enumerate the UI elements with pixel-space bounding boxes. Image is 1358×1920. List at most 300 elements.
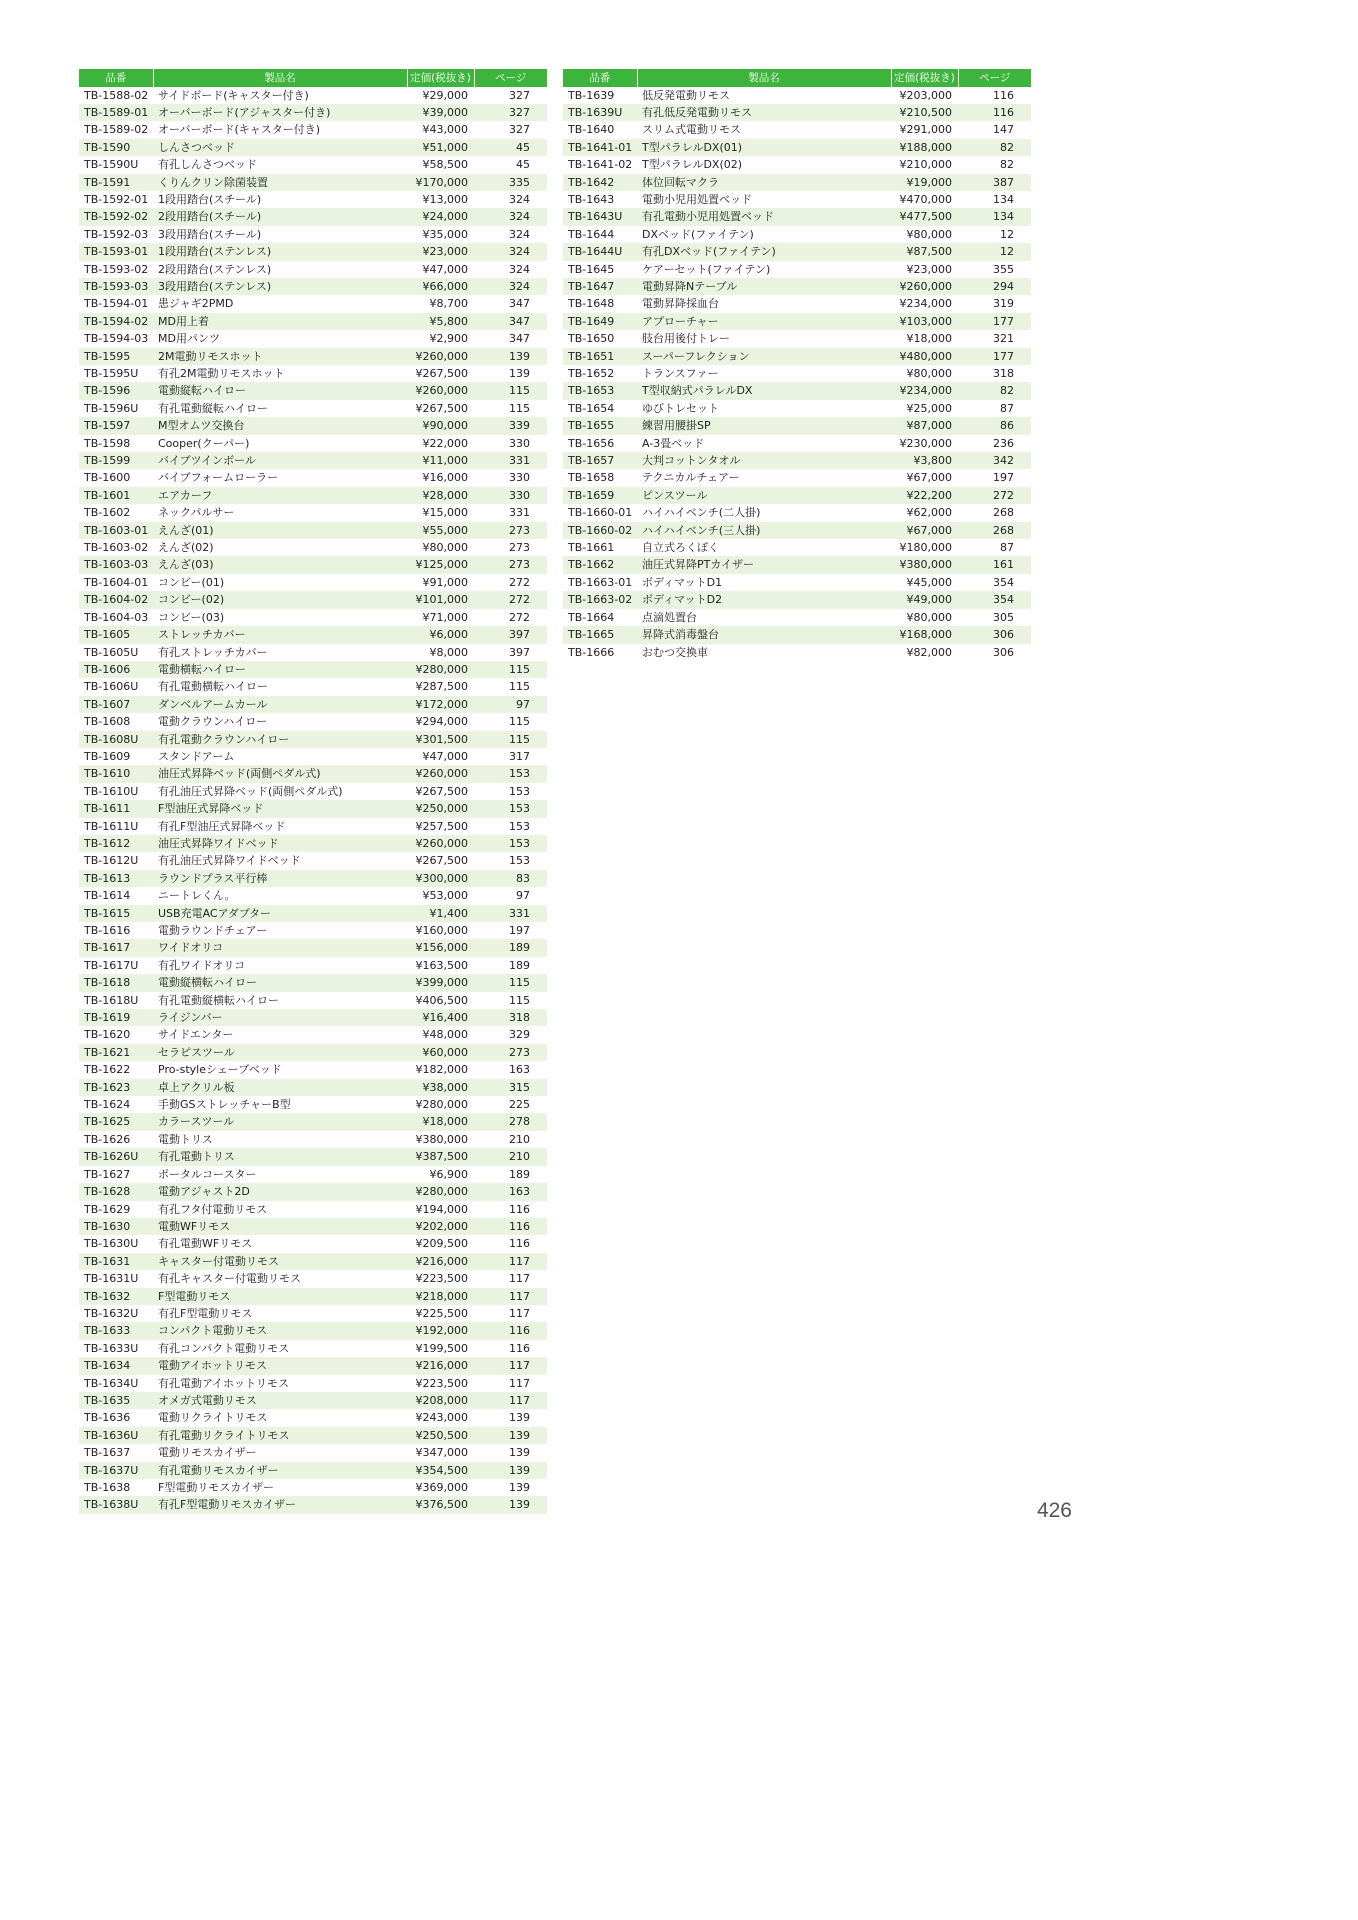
price-cell: ¥5,800 xyxy=(407,313,474,330)
product-name-cell: 手動GSストレッチャーB型 xyxy=(153,1096,407,1113)
price-cell: ¥18,000 xyxy=(891,330,958,347)
page-ref-cell: 153 xyxy=(474,818,547,835)
product-name-cell: 自立式ろくぼく xyxy=(637,539,891,556)
price-cell: ¥91,000 xyxy=(407,574,474,591)
page-ref-cell: 305 xyxy=(958,609,1031,626)
product-code-cell: TB-1594-01 xyxy=(79,295,153,312)
page-ref-cell: 342 xyxy=(958,452,1031,469)
product-name-cell: ライジンバー xyxy=(153,1009,407,1026)
product-name-cell: USB充電ACアダプター xyxy=(153,905,407,922)
price-cell: ¥170,000 xyxy=(407,174,474,191)
page-ref-cell: 272 xyxy=(958,487,1031,504)
price-cell: ¥234,000 xyxy=(891,295,958,312)
product-name-cell: 3段用踏台(ステンレス) xyxy=(153,278,407,295)
product-code-cell: TB-1614 xyxy=(79,887,153,904)
product-name-cell: 有孔コンパクト電動リモス xyxy=(153,1340,407,1357)
page-ref-cell: 83 xyxy=(474,870,547,887)
product-table-right xyxy=(563,69,1031,661)
product-code-cell: TB-1662 xyxy=(563,556,637,573)
price-cell: ¥260,000 xyxy=(407,382,474,399)
product-code-cell: TB-1604-03 xyxy=(79,609,153,626)
product-name-cell: おむつ交換車 xyxy=(637,644,891,661)
product-name-cell: 有孔F型電動リモス xyxy=(153,1305,407,1322)
product-name-cell: Pro-styleシェーブベッド xyxy=(153,1061,407,1078)
page-ref-cell: 306 xyxy=(958,644,1031,661)
product-name-cell: 体位回転マクラ xyxy=(637,174,891,191)
table-row xyxy=(79,1462,547,1479)
table-row xyxy=(563,591,1031,608)
product-code-cell: TB-1663-01 xyxy=(563,574,637,591)
price-cell: ¥202,000 xyxy=(407,1218,474,1235)
product-name-cell: セラピスツール xyxy=(153,1044,407,1061)
product-code-cell: TB-1612 xyxy=(79,835,153,852)
product-code-cell: TB-1609 xyxy=(79,748,153,765)
page-ref-cell: 197 xyxy=(474,922,547,939)
table-row xyxy=(563,104,1031,121)
product-code-cell: TB-1660-01 xyxy=(563,504,637,521)
price-cell: ¥406,500 xyxy=(407,992,474,1009)
table-row xyxy=(79,487,547,504)
page-ref-cell: 210 xyxy=(474,1131,547,1148)
price-cell: ¥260,000 xyxy=(407,835,474,852)
page-ref-cell: 45 xyxy=(474,156,547,173)
product-code-cell: TB-1644 xyxy=(563,226,637,243)
product-code-cell: TB-1596 xyxy=(79,382,153,399)
product-name-cell: 練習用腰掛SP xyxy=(637,417,891,434)
header-name: 製品名 xyxy=(637,69,891,87)
page-ref-cell: 273 xyxy=(474,522,547,539)
table-row xyxy=(79,609,547,626)
table-row xyxy=(563,609,1031,626)
page-ref-cell: 321 xyxy=(958,330,1031,347)
table-row xyxy=(79,574,547,591)
product-name-cell: 有孔低反発電動リモス xyxy=(637,104,891,121)
product-name-cell: ストレッチカバー xyxy=(153,626,407,643)
product-code-cell: TB-1635 xyxy=(79,1392,153,1409)
price-cell: ¥260,000 xyxy=(891,278,958,295)
page-ref-cell: 117 xyxy=(474,1375,547,1392)
page-ref-cell: 330 xyxy=(474,469,547,486)
product-name-cell: 有孔油圧式昇降ワイドベッド xyxy=(153,852,407,869)
table-row xyxy=(79,1392,547,1409)
page-ref-cell: 306 xyxy=(958,626,1031,643)
page-ref-cell: 330 xyxy=(474,435,547,452)
page-ref-cell: 153 xyxy=(474,852,547,869)
product-code-cell: TB-1601 xyxy=(79,487,153,504)
page-ref-cell: 327 xyxy=(474,87,547,104)
product-code-cell: TB-1637 xyxy=(79,1444,153,1461)
page-ref-cell: 347 xyxy=(474,295,547,312)
page-ref-cell: 324 xyxy=(474,243,547,260)
table-row xyxy=(79,939,547,956)
table-row xyxy=(79,870,547,887)
table-row xyxy=(79,1479,547,1496)
price-cell: ¥234,000 xyxy=(891,382,958,399)
product-code-cell: TB-1604-02 xyxy=(79,591,153,608)
product-name-cell: 有孔電動クラウンハイロー xyxy=(153,731,407,748)
product-name-cell: F型電動リモスカイザー xyxy=(153,1479,407,1496)
product-code-cell: TB-1649 xyxy=(563,313,637,330)
price-cell: ¥369,000 xyxy=(407,1479,474,1496)
product-code-cell: TB-1616 xyxy=(79,922,153,939)
product-name-cell: アプローチャー xyxy=(637,313,891,330)
page-ref-cell: 153 xyxy=(474,765,547,782)
page-ref-cell: 355 xyxy=(958,261,1031,278)
price-cell: ¥55,000 xyxy=(407,522,474,539)
price-cell: ¥260,000 xyxy=(407,348,474,365)
price-cell: ¥267,500 xyxy=(407,365,474,382)
product-name-cell: 患ジャギ2PMD xyxy=(153,295,407,312)
table-row xyxy=(79,226,547,243)
table-row xyxy=(79,295,547,312)
product-name-cell: 電動クラウンハイロー xyxy=(153,713,407,730)
product-code-cell: TB-1655 xyxy=(563,417,637,434)
product-name-cell: 有孔電動縦転ハイロー xyxy=(153,400,407,417)
table-row xyxy=(79,644,547,661)
product-name-cell: スリム式電動リモス xyxy=(637,121,891,138)
table-row xyxy=(79,1496,547,1513)
product-code-cell: TB-1588-02 xyxy=(79,87,153,104)
table-row xyxy=(79,661,547,678)
product-name-cell: 点滴処置台 xyxy=(637,609,891,626)
table-row xyxy=(79,783,547,800)
table-row xyxy=(79,1148,547,1165)
table-row xyxy=(79,1079,547,1096)
product-code-cell: TB-1641-01 xyxy=(563,139,637,156)
product-code-cell: TB-1615 xyxy=(79,905,153,922)
header-page: ページ xyxy=(474,69,547,87)
page-ref-cell: 397 xyxy=(474,644,547,661)
page-ref-cell: 318 xyxy=(958,365,1031,382)
table-row xyxy=(79,1322,547,1339)
price-cell: ¥47,000 xyxy=(407,261,474,278)
product-code-cell: TB-1643 xyxy=(563,191,637,208)
product-code-cell: TB-1599 xyxy=(79,452,153,469)
product-name-cell: ニートレくん。 xyxy=(153,887,407,904)
price-cell: ¥6,900 xyxy=(407,1166,474,1183)
product-name-cell: 電動縦横転ハイロー xyxy=(153,974,407,991)
product-name-cell: オーバーボード(アジャスター付き) xyxy=(153,104,407,121)
table-row xyxy=(79,748,547,765)
page-ref-cell: 327 xyxy=(474,121,547,138)
page-ref-cell: 335 xyxy=(474,174,547,191)
product-code-cell: TB-1626U xyxy=(79,1148,153,1165)
price-cell: ¥24,000 xyxy=(407,208,474,225)
table-row xyxy=(79,1096,547,1113)
price-cell: ¥225,500 xyxy=(407,1305,474,1322)
page-ref-cell: 324 xyxy=(474,261,547,278)
page-ref-cell: 236 xyxy=(958,435,1031,452)
product-code-cell: TB-1593-01 xyxy=(79,243,153,260)
price-cell: ¥25,000 xyxy=(891,400,958,417)
product-code-cell: TB-1639 xyxy=(563,87,637,104)
table-row xyxy=(563,208,1031,225)
product-name-cell: 電動小児用処置ベッド xyxy=(637,191,891,208)
table-row xyxy=(79,1270,547,1287)
page-ref-cell: 115 xyxy=(474,661,547,678)
page-ref-cell: 268 xyxy=(958,504,1031,521)
table-row xyxy=(563,348,1031,365)
price-cell: ¥47,000 xyxy=(407,748,474,765)
product-name-cell: コンビー(01) xyxy=(153,574,407,591)
product-name-cell: ケアーセット(ファイテン) xyxy=(637,261,891,278)
product-name-cell: 有孔電動リモスカイザー xyxy=(153,1462,407,1479)
product-name-cell: 有孔ストレッチカバー xyxy=(153,644,407,661)
table-row xyxy=(79,922,547,939)
product-code-cell: TB-1660-02 xyxy=(563,522,637,539)
page-ref-cell: 189 xyxy=(474,957,547,974)
product-code-cell: TB-1630U xyxy=(79,1235,153,1252)
product-code-cell: TB-1664 xyxy=(563,609,637,626)
price-cell: ¥156,000 xyxy=(407,939,474,956)
product-name-cell: 2段用踏台(ステンレス) xyxy=(153,261,407,278)
product-code-cell: TB-1625 xyxy=(79,1113,153,1130)
product-name-cell: 有孔ワイドオリコ xyxy=(153,957,407,974)
product-name-cell: T型収納式パラレルDX xyxy=(637,382,891,399)
page-ref-cell: 163 xyxy=(474,1061,547,1078)
product-name-cell: カラースツール xyxy=(153,1113,407,1130)
product-name-cell: 有孔電動縦横転ハイロー xyxy=(153,992,407,1009)
product-code-cell: TB-1652 xyxy=(563,365,637,382)
table-row xyxy=(563,191,1031,208)
price-cell: ¥28,000 xyxy=(407,487,474,504)
table-row xyxy=(79,87,547,104)
page-ref-cell: 139 xyxy=(474,365,547,382)
product-code-cell: TB-1592-02 xyxy=(79,208,153,225)
header-price: 定価(税抜き) xyxy=(407,69,474,87)
product-name-cell: 有孔電動小児用処置ベッド xyxy=(637,208,891,225)
product-name-cell: ボディマットD1 xyxy=(637,574,891,591)
product-name-cell: T型パラレルDX(01) xyxy=(637,139,891,156)
page-ref-cell: 86 xyxy=(958,417,1031,434)
table-row xyxy=(563,365,1031,382)
table-row xyxy=(79,156,547,173)
price-cell: ¥280,000 xyxy=(407,661,474,678)
product-code-cell: TB-1593-03 xyxy=(79,278,153,295)
product-name-cell: 電動WFリモス xyxy=(153,1218,407,1235)
product-name-cell: キャスター付電動リモス xyxy=(153,1253,407,1270)
page-ref-cell: 82 xyxy=(958,156,1031,173)
product-code-cell: TB-1661 xyxy=(563,539,637,556)
product-name-cell: オーバーボード(キャスター付き) xyxy=(153,121,407,138)
product-name-cell: えんざ(02) xyxy=(153,539,407,556)
price-cell: ¥39,000 xyxy=(407,104,474,121)
price-cell: ¥477,500 xyxy=(891,208,958,225)
product-code-cell: TB-1632U xyxy=(79,1305,153,1322)
product-code-cell: TB-1627 xyxy=(79,1166,153,1183)
page-ref-cell: 115 xyxy=(474,992,547,1009)
page-ref-cell: 268 xyxy=(958,522,1031,539)
product-name-cell: トランスファー xyxy=(637,365,891,382)
product-code-cell: TB-1628 xyxy=(79,1183,153,1200)
table-row xyxy=(79,452,547,469)
page-ref-cell: 272 xyxy=(474,574,547,591)
price-cell: ¥250,000 xyxy=(407,800,474,817)
product-name-cell: バイブフォームローラー xyxy=(153,469,407,486)
table-row xyxy=(79,678,547,695)
price-cell: ¥80,000 xyxy=(407,539,474,556)
product-name-cell: MD用上着 xyxy=(153,313,407,330)
table-row xyxy=(563,261,1031,278)
table-body-left xyxy=(79,87,547,1514)
page-ref-cell: 134 xyxy=(958,191,1031,208)
product-name-cell: 油圧式昇降PTカイザー xyxy=(637,556,891,573)
table-row xyxy=(79,731,547,748)
product-code-cell: TB-1633 xyxy=(79,1322,153,1339)
price-cell: ¥66,000 xyxy=(407,278,474,295)
table-row xyxy=(79,313,547,330)
table-row xyxy=(79,104,547,121)
product-name-cell: 1段用踏台(スチール) xyxy=(153,191,407,208)
table-row xyxy=(79,1044,547,1061)
product-code-cell: TB-1592-03 xyxy=(79,226,153,243)
product-code-cell: TB-1603-02 xyxy=(79,539,153,556)
product-code-cell: TB-1598 xyxy=(79,435,153,452)
table-row xyxy=(79,243,547,260)
price-cell: ¥160,000 xyxy=(407,922,474,939)
product-code-cell: TB-1593-02 xyxy=(79,261,153,278)
product-name-cell: 3段用踏台(スチール) xyxy=(153,226,407,243)
product-code-cell: TB-1603-01 xyxy=(79,522,153,539)
table-row xyxy=(79,1113,547,1130)
price-cell: ¥218,000 xyxy=(407,1288,474,1305)
product-code-cell: TB-1594-03 xyxy=(79,330,153,347)
page-ref-cell: 117 xyxy=(474,1270,547,1287)
price-cell: ¥172,000 xyxy=(407,696,474,713)
table-row xyxy=(563,504,1031,521)
product-name-cell: ハイハイベンチ(二人掛) xyxy=(637,504,891,521)
table-row xyxy=(563,382,1031,399)
product-code-cell: TB-1631U xyxy=(79,1270,153,1287)
table-row xyxy=(563,330,1031,347)
table-row xyxy=(79,121,547,138)
header-price: 定価(税抜き) xyxy=(891,69,958,87)
table-row xyxy=(79,174,547,191)
price-cell: ¥216,000 xyxy=(407,1357,474,1374)
page-ref-cell: 139 xyxy=(474,1462,547,1479)
price-cell: ¥257,500 xyxy=(407,818,474,835)
product-code-cell: TB-1622 xyxy=(79,1061,153,1078)
page-ref-cell: 294 xyxy=(958,278,1031,295)
product-name-cell: コンビー(03) xyxy=(153,609,407,626)
page-ref-cell: 117 xyxy=(474,1288,547,1305)
product-name-cell: 2M電動リモスホット xyxy=(153,348,407,365)
product-code-cell: TB-1604-01 xyxy=(79,574,153,591)
product-name-cell: エアカーフ xyxy=(153,487,407,504)
page-ref-cell: 324 xyxy=(474,226,547,243)
price-cell: ¥199,500 xyxy=(407,1340,474,1357)
page-ref-cell: 163 xyxy=(474,1183,547,1200)
table-row xyxy=(79,1427,547,1444)
product-code-cell: TB-1619 xyxy=(79,1009,153,1026)
table-row xyxy=(79,1166,547,1183)
product-name-cell: ハイハイベンチ(三人掛) xyxy=(637,522,891,539)
table-body-right xyxy=(563,87,1031,661)
product-code-cell: TB-1654 xyxy=(563,400,637,417)
product-code-cell: TB-1641-02 xyxy=(563,156,637,173)
price-cell: ¥23,000 xyxy=(891,261,958,278)
table-row xyxy=(79,1009,547,1026)
price-cell: ¥11,000 xyxy=(407,452,474,469)
table-row xyxy=(563,313,1031,330)
price-cell: ¥399,000 xyxy=(407,974,474,991)
page-ref-cell: 117 xyxy=(474,1253,547,1270)
product-name-cell: A-3畳ベッド xyxy=(637,435,891,452)
price-cell: ¥210,500 xyxy=(891,104,958,121)
price-cell: ¥62,000 xyxy=(891,504,958,521)
table-row xyxy=(79,469,547,486)
price-cell: ¥48,000 xyxy=(407,1026,474,1043)
product-name-cell: 有孔電動WFリモス xyxy=(153,1235,407,1252)
product-code-cell: TB-1590U xyxy=(79,156,153,173)
table-row xyxy=(79,539,547,556)
product-name-cell: 2段用踏台(スチール) xyxy=(153,208,407,225)
price-cell: ¥203,000 xyxy=(891,87,958,104)
price-cell: ¥280,000 xyxy=(407,1096,474,1113)
table-row xyxy=(79,696,547,713)
page-ref-cell: 354 xyxy=(958,574,1031,591)
product-code-cell: TB-1607 xyxy=(79,696,153,713)
price-cell: ¥8,000 xyxy=(407,644,474,661)
page-ref-cell: 319 xyxy=(958,295,1031,312)
price-cell: ¥58,500 xyxy=(407,156,474,173)
product-name-cell: MD用パンツ xyxy=(153,330,407,347)
product-name-cell: 有孔電動トリス xyxy=(153,1148,407,1165)
product-name-cell: 大判コットンタオル xyxy=(637,452,891,469)
product-code-cell: TB-1642 xyxy=(563,174,637,191)
page-ref-cell: 115 xyxy=(474,731,547,748)
price-cell: ¥188,000 xyxy=(891,139,958,156)
price-cell: ¥23,000 xyxy=(407,243,474,260)
page-ref-cell: 161 xyxy=(958,556,1031,573)
page-ref-cell: 318 xyxy=(474,1009,547,1026)
table-row xyxy=(79,1201,547,1218)
table-row xyxy=(79,992,547,1009)
table-row xyxy=(79,208,547,225)
table-row xyxy=(79,905,547,922)
product-name-cell: DXベッド(ファイテン) xyxy=(637,226,891,243)
product-code-cell: TB-1658 xyxy=(563,469,637,486)
page-ref-cell: 331 xyxy=(474,452,547,469)
product-code-cell: TB-1631 xyxy=(79,1253,153,1270)
price-cell: ¥168,000 xyxy=(891,626,958,643)
product-name-cell: スタンドアーム xyxy=(153,748,407,765)
price-cell: ¥125,000 xyxy=(407,556,474,573)
page-ref-cell: 331 xyxy=(474,504,547,521)
table-row xyxy=(79,1253,547,1270)
product-code-cell: TB-1636U xyxy=(79,1427,153,1444)
product-code-cell: TB-1621 xyxy=(79,1044,153,1061)
product-code-cell: TB-1611U xyxy=(79,818,153,835)
table-row xyxy=(79,1375,547,1392)
table-row xyxy=(79,591,547,608)
table-row xyxy=(79,1409,547,1426)
price-cell: ¥18,000 xyxy=(407,1113,474,1130)
page-ref-cell: 324 xyxy=(474,278,547,295)
table-row xyxy=(79,1218,547,1235)
price-cell: ¥250,500 xyxy=(407,1427,474,1444)
price-cell: ¥6,000 xyxy=(407,626,474,643)
product-code-cell: TB-1589-02 xyxy=(79,121,153,138)
product-name-cell: ピンスツール xyxy=(637,487,891,504)
page-ref-cell: 45 xyxy=(474,139,547,156)
page-ref-cell: 273 xyxy=(474,556,547,573)
price-cell: ¥45,000 xyxy=(891,574,958,591)
product-code-cell: TB-1595 xyxy=(79,348,153,365)
price-cell: ¥180,000 xyxy=(891,539,958,556)
product-name-cell: 有孔2M電動リモスホット xyxy=(153,365,407,382)
table-row xyxy=(79,1235,547,1252)
